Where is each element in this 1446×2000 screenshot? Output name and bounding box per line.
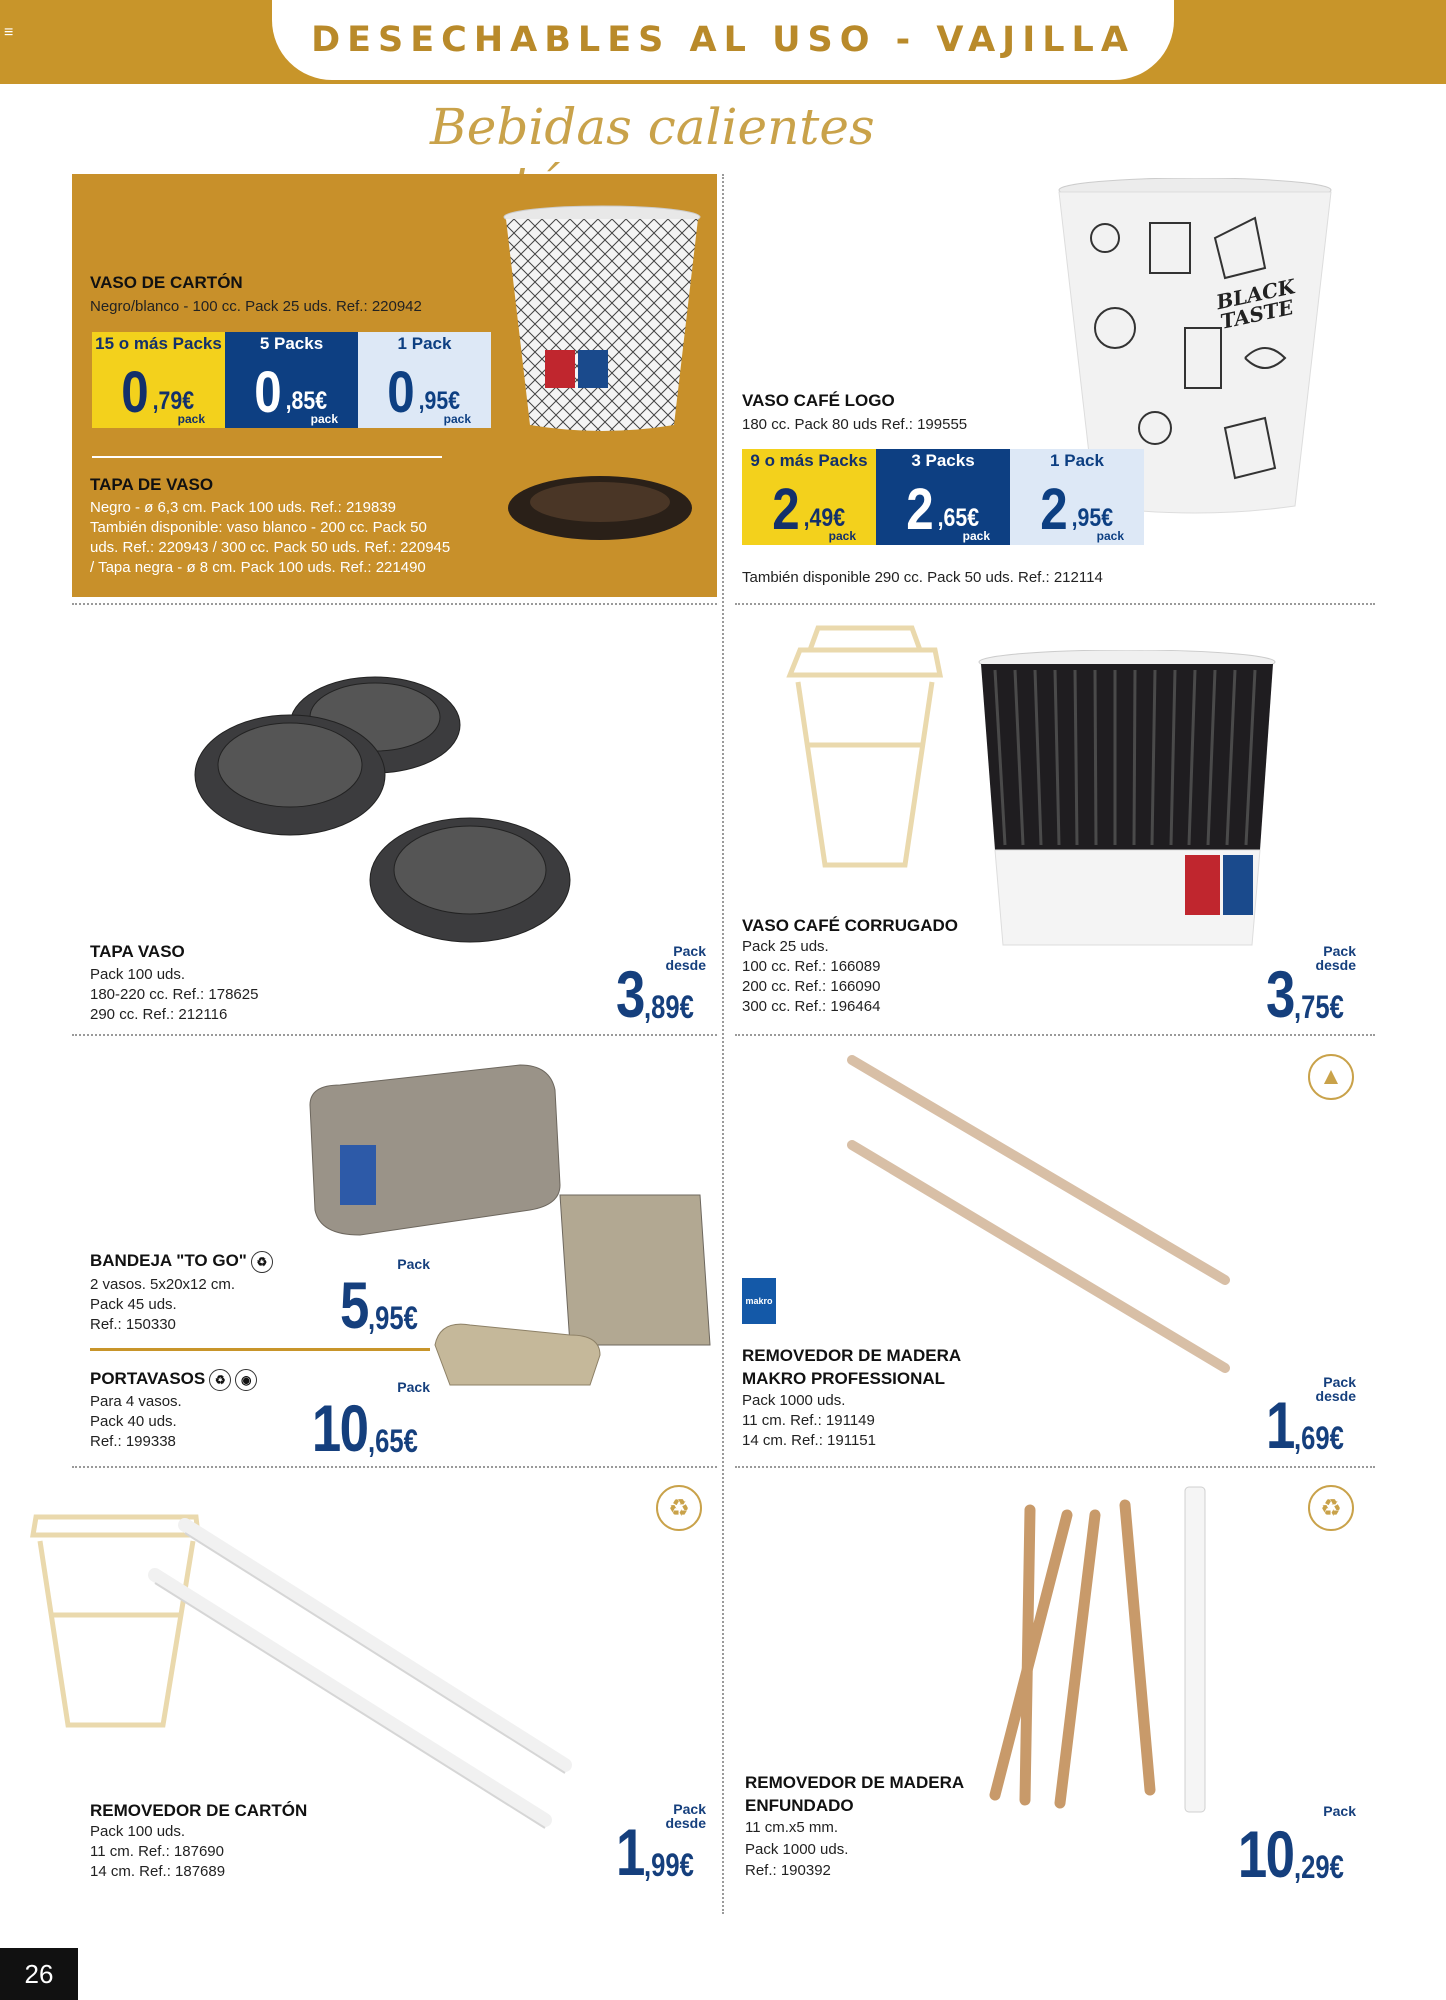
product-desc: 14 cm. Ref.: 187689: [90, 1863, 226, 1880]
product-desc: Pack 100 uds.: [90, 1823, 186, 1840]
price-big: 5: [339, 1268, 368, 1342]
price-label: Pack: [1323, 1374, 1356, 1390]
tier-label: 9 o más Packs: [742, 449, 876, 473]
product-desc: Pack 100 uds.: [90, 966, 186, 983]
product-name-text: BANDEJA "TO GO": [90, 1251, 247, 1270]
price-big: 2: [1039, 476, 1066, 542]
price-label: desde: [1315, 1388, 1356, 1404]
price-block: [1230, 943, 1356, 1031]
product-desc: También disponible: vaso blanco - 200 cc. Pack 50: [90, 519, 427, 536]
product-name: [90, 1250, 273, 1273]
product-name: REMOVEDOR DE MADERA: [745, 1773, 965, 1792]
product-desc: 200 cc. Ref.: 166090: [742, 978, 881, 995]
product-desc: 11 cm. Ref.: 191149: [742, 1412, 875, 1429]
tier-price: [742, 473, 876, 545]
compostable-icon: ◉: [235, 1369, 257, 1391]
tier-label: 3 Packs: [876, 449, 1010, 473]
wooden-stirrers-image: [840, 1050, 1240, 1380]
gold-divider: [90, 1348, 430, 1351]
paper-cup-image: [500, 205, 705, 435]
price-unit: pack: [828, 529, 856, 543]
price-small: ,95€: [418, 386, 461, 415]
price-small: ,49€: [803, 503, 845, 532]
product-desc: 14 cm. Ref.: 191151: [742, 1432, 876, 1449]
product-desc: / Tapa negra - ø 8 cm. Pack 100 uds. Ref.: 221490: [90, 559, 426, 576]
product-desc: 180-220 cc. Ref.: 178625: [90, 986, 259, 1003]
product-name: [90, 1368, 257, 1391]
price-unit: pack: [310, 412, 338, 426]
price-block: [580, 1801, 706, 1889]
tier-price: [876, 473, 1010, 545]
product-name: VASO DE CARTÓN: [90, 273, 243, 292]
price-label: desde: [665, 957, 706, 973]
hamburger-icon[interactable]: ≡: [4, 24, 14, 41]
tier-price: [1010, 473, 1144, 545]
price-label: Pack: [673, 943, 706, 959]
price-tier: [876, 449, 1010, 545]
product-name: TAPA VASO: [90, 942, 185, 961]
product-desc: Pack 1000 uds.: [745, 1841, 849, 1858]
row-divider: [72, 603, 717, 605]
price-unit: pack: [177, 412, 205, 426]
product-name: REMOVEDOR DE CARTÓN: [90, 1801, 308, 1820]
price-label: Pack: [1323, 1803, 1356, 1819]
price-small: ,65€: [367, 1423, 418, 1459]
row-divider: [735, 1466, 1375, 1468]
product-desc: 2 vasos. 5x20x12 cm.: [90, 1276, 236, 1293]
product-desc: Para 4 vasos.: [90, 1393, 182, 1410]
product-desc: Ref.: 190392: [745, 1862, 831, 1879]
product-desc: 100 cc. Ref.: 166089: [742, 958, 881, 975]
page-number: 26: [0, 1948, 78, 2000]
recycle-icon: ♻: [251, 1251, 273, 1273]
price-small: ,85€: [285, 386, 328, 415]
tier-price: [225, 356, 358, 428]
product-desc: Pack 40 uds.: [90, 1413, 177, 1430]
recycle-icon: ♻: [209, 1369, 231, 1391]
product-desc: Ref.: 150330: [90, 1316, 176, 1333]
price-tier: [742, 449, 876, 545]
price-block: [290, 1379, 430, 1465]
price-small: ,29€: [1293, 1849, 1344, 1885]
price-small: ,75€: [1293, 989, 1344, 1025]
price-unit: pack: [962, 529, 990, 543]
column-divider: [722, 174, 724, 1914]
tier-price: [92, 356, 225, 428]
price-label: Pack: [397, 1379, 430, 1395]
cup-print-text: BLACK TASTE: [1214, 274, 1298, 334]
product-name: TAPA DE VASO: [90, 475, 214, 494]
recycle-icon: ♻: [656, 1485, 702, 1531]
tier-label: 1 Pack: [1010, 449, 1144, 473]
product-desc: Pack 45 uds.: [90, 1296, 177, 1313]
price-small: ,95€: [1071, 503, 1113, 532]
section-subtitle: Bebidas calientes: [430, 98, 875, 156]
price-label: desde: [1315, 957, 1356, 973]
price-big: 1: [615, 1815, 644, 1889]
product-desc: Pack 25 uds.: [742, 938, 829, 955]
cardboard-stirrers-image: [140, 1510, 590, 1835]
tier-label: 1 Pack: [358, 332, 491, 356]
divider: [92, 456, 442, 458]
row-divider: [72, 1034, 717, 1036]
price-big: 0: [121, 359, 148, 425]
price-block: [1230, 1374, 1356, 1462]
recycle-icon: ♻: [1308, 1485, 1354, 1531]
product-note: También disponible 290 cc. Pack 50 uds. Ref.: 212114: [742, 569, 1103, 586]
product-name: MAKRO PROFESSIONAL: [742, 1369, 946, 1388]
product-desc: 11 cm. Ref.: 187690: [90, 1843, 224, 1860]
price-big: 0: [387, 359, 414, 425]
cup-outline-icon: [770, 620, 960, 880]
price-label: Pack: [397, 1256, 430, 1272]
product-desc: 290 cc. Ref.: 212116: [90, 1006, 228, 1023]
price-unit: pack: [1096, 529, 1124, 543]
product-desc: 180 cc. Pack 80 uds Ref.: 199555: [742, 416, 968, 433]
price-small: ,65€: [937, 503, 979, 532]
price-block: [580, 943, 706, 1031]
corrugated-cup-image: [975, 650, 1280, 950]
cup-lid-image: [505, 468, 695, 542]
price-small: ,95€: [367, 1300, 418, 1336]
price-tier-table: [742, 449, 1144, 545]
price-big: 10: [312, 1391, 368, 1465]
header-tab: [272, 0, 1174, 80]
price-big: 0: [254, 359, 281, 425]
tier-price: [358, 356, 491, 428]
price-big: 2: [905, 476, 932, 542]
tree-icon: ▲: [1308, 1054, 1354, 1100]
price-tier-table: [92, 332, 491, 428]
price-small: ,69€: [1293, 1420, 1344, 1456]
price-tier: [1010, 449, 1144, 545]
price-big: 3: [1265, 957, 1294, 1031]
row-divider: [735, 1034, 1375, 1036]
product-desc: Negro - ø 6,3 cm. Pack 100 uds. Ref.: 219839: [90, 499, 396, 516]
product-name: VASO CAFÉ CORRUGADO: [742, 916, 958, 935]
product-desc: Pack 1000 uds.: [742, 1392, 846, 1409]
price-small: ,99€: [643, 1847, 694, 1883]
product-desc: Ref.: 199338: [90, 1433, 176, 1450]
price-unit: pack: [443, 412, 471, 426]
product-desc: 11 cm.x5 mm.: [745, 1819, 839, 1836]
wrapped-wooden-stirrers-image: [975, 1485, 1225, 1815]
price-label: desde: [665, 1815, 706, 1831]
price-tier: [225, 332, 358, 428]
price-big: 10: [1238, 1817, 1294, 1891]
price-block: [1200, 1803, 1356, 1891]
price-tier: [92, 332, 225, 428]
price-small: ,79€: [152, 386, 195, 415]
price-big: 1: [1265, 1388, 1294, 1462]
price-small: ,89€: [643, 989, 694, 1025]
makro-logo: makro: [742, 1278, 776, 1324]
product-name-text: PORTAVASOS: [90, 1369, 206, 1388]
price-label: Pack: [1323, 943, 1356, 959]
page-title: DESECHABLES AL USO - VAJILLA: [311, 20, 1135, 60]
price-big: 3: [615, 957, 644, 1031]
product-name: VASO CAFÉ LOGO: [742, 391, 895, 410]
row-divider: [72, 1466, 717, 1468]
tier-label: 5 Packs: [225, 332, 358, 356]
product-name: ENFUNDADO: [745, 1796, 854, 1815]
product-desc: 300 cc. Ref.: 196464: [742, 998, 881, 1015]
product-desc: Negro/blanco - 100 cc. Pack 25 uds. Ref.: 220942: [90, 298, 422, 315]
price-tier: [358, 332, 491, 428]
tier-label: 15 o más Packs: [92, 332, 225, 356]
product-desc: uds. Ref.: 220943 / 300 cc. Pack 50 uds. Ref.: 220945: [90, 539, 451, 556]
price-label: Pack: [673, 1801, 706, 1817]
product-name: REMOVEDOR DE MADERA: [742, 1346, 962, 1365]
price-block: [310, 1256, 430, 1342]
cup-lids-image: [190, 655, 590, 960]
cup-carrier-trays-image: [300, 1045, 720, 1395]
row-divider: [735, 603, 1375, 605]
price-big: 2: [771, 476, 798, 542]
